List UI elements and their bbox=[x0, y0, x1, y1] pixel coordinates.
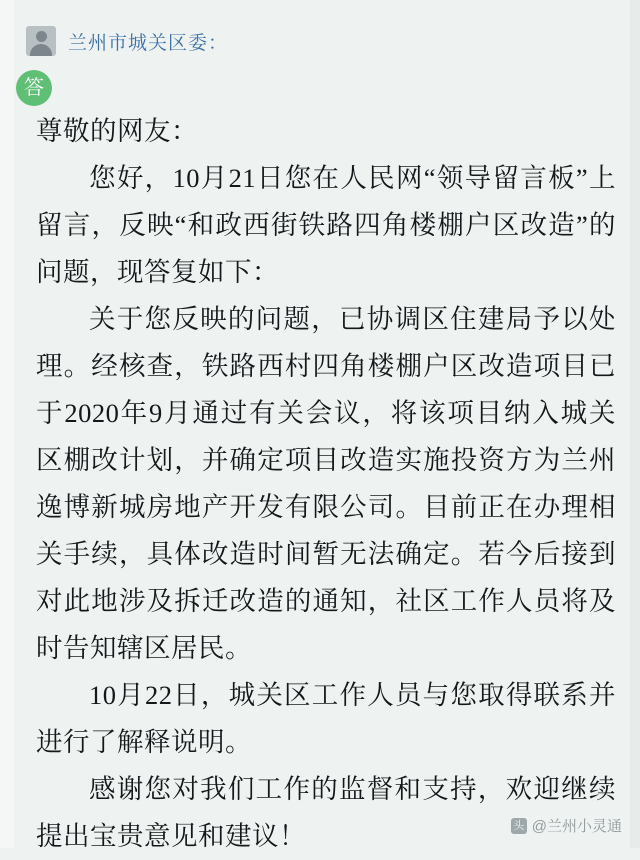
letter-paragraph-4: 感谢您对我们工作的监督和支持，欢迎继续提出宝贵意见和建议！ bbox=[36, 774, 616, 851]
page-right-margin-strip bbox=[630, 0, 640, 848]
letter-body bbox=[36, 108, 616, 860]
user-avatar-icon bbox=[26, 26, 56, 56]
organization-name: 兰州市城关区委： bbox=[68, 32, 229, 54]
reply-header bbox=[26, 24, 228, 58]
answer-badge: 答 bbox=[16, 70, 52, 106]
letter-paragraph-2: 关于您反映的问题，已协调区住建局予以处理。经核查，铁路西村四角楼棚户区改造项目已于2020年9月通过有关会议，将该项目纳入城关区棚改计划，并确定项目改造实施投资方为兰州逸博新城房地产开发有限公司。目前正在办理相关手续，具体改造时间暂无法确定。若今后接到对此地涉及拆迁改造的通知，社区工作人员将及时告知辖区居民。 bbox=[36, 304, 616, 663]
letter-salutation: 尊敬的网友： bbox=[36, 116, 198, 146]
avatar-body-shape bbox=[30, 44, 52, 56]
watermark-text: @兰州小灵通 bbox=[531, 818, 622, 835]
page-left-margin-strip bbox=[0, 0, 14, 848]
letter-paragraph-3: 10月22日，城关区工作人员与您取得联系并进行了解释说明。 bbox=[36, 680, 616, 757]
watermark bbox=[511, 815, 622, 848]
letter-paragraph-1: 您好，10月21日您在人民网“领导留言板”上留言，反映“和政西街铁路四角楼棚户区改造”的问题，现答复如下： bbox=[36, 163, 616, 287]
avatar-head-shape bbox=[36, 31, 47, 42]
toutiao-logo-icon: 头条 bbox=[511, 818, 527, 834]
